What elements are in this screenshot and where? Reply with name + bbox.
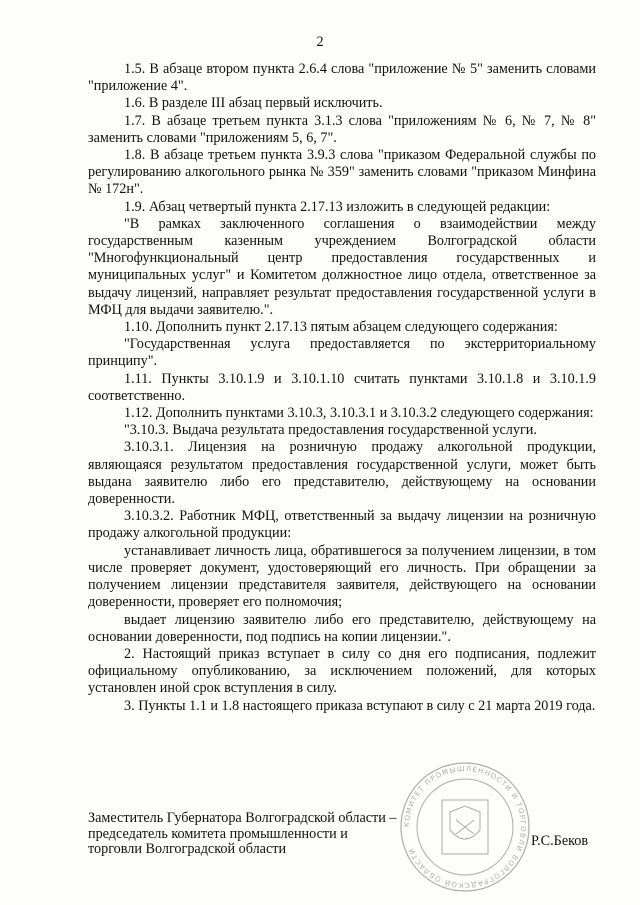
signature-position-line: председатель комитета промышленности и	[88, 825, 348, 842]
paragraph: 1.6. В разделе III абзац первый исключить.	[124, 95, 383, 112]
signatory-name: Р.С.Беков	[531, 833, 589, 849]
signature-position-line: Заместитель Губернатора Волгоградской области –	[88, 810, 397, 826]
paragraph: устанавливает личность лица, обратившегося за получением лицензии, в том числе проверяет документ, удостоверяющий его личность. При обращении за получением лицензии представителя заявителя, действующего на основании доверенности, проверяет его полномочия;	[88, 542, 596, 611]
paragraph: "Государственная услуга предоставляется по экстерриториальному принципу".	[88, 336, 596, 370]
signature-position-line: торговли Волгоградской области	[88, 841, 287, 858]
paragraph: 3. Пункты 1.1 и 1.8 настоящего приказа вступают в силу с 21 марта 2019 года.	[124, 697, 596, 714]
page-number: 2	[316, 34, 324, 50]
document-body	[88, 61, 596, 715]
paragraph: 1.12. Дополнить пунктами 3.10.3, 3.10.3.1 и 3.10.3.2 следующего содержания:	[124, 405, 594, 422]
seal-ring-text: КОМИТЕТ ПРОМЫШЛЕННОСТИ И ТОРГОВЛИ ВОЛГОГРАДСКОЙ ОБЛАСТИ	[402, 764, 528, 890]
paragraph: "В рамках заключенного соглашения о взаимодействии между государственным казенным учреждением Волгоградской области "Многофункциональный центр предоставления государственных и муниципальных услуг" и Комитетом должностное лицо отдела, ответственное за выдачу лицензий, направляет результат предоставления государственной услуги в МФЦ для выдачи заявителю.".	[88, 215, 596, 318]
paragraph: 1.5. В абзаце втором пункта 2.6.4 слова "приложение № 5" заменить словами "приложение 4".	[88, 61, 596, 95]
paragraph: выдает лицензию заявителю либо его представителю, действующему на основании доверенности, под подпись на копии лицензии.".	[88, 611, 596, 645]
paragraph: 3.10.3.1. Лицензия на розничную продажу алкогольной продукции, являющаяся результатом предоставления государственной услуги, может быть выдана заявителю либо его представителю, действующему на основании доверенности.	[88, 439, 596, 508]
paragraph: 2. Настоящий приказ вступает в силу со дня его подписания, подлежит официальному опубликованию, за исключением положений, для которых установлен иной срок вступления в силу.	[88, 645, 596, 697]
paragraph: 1.8. В абзаце третьем пункта 3.9.3 слова "приказом Федеральной службы по регулированию алкогольного рынка № 359" заменить словами "приказом Минфина № 172н".	[88, 147, 596, 198]
signature-block	[88, 811, 418, 858]
paragraph: "3.10.3. Выдача результата предоставления государственной услуги.	[124, 422, 537, 439]
paragraph: 1.11. Пункты 3.10.1.9 и 3.10.1.10 считать пунктами 3.10.1.8 и 3.10.1.9 соответственно.	[88, 370, 596, 404]
paragraph: 1.9. Абзац четвертый пункта 2.17.13 изложить в следующей редакции:	[124, 198, 551, 215]
paragraph: 1.7. В абзаце третьем пункта 3.1.3 слова "приложениям № 6, № 7, № 8" заменить словами "приложениям 5, 6, 7".	[88, 112, 596, 146]
paragraph: 1.10. Дополнить пункт 2.17.13 пятым абзацем следующего содержания:	[124, 319, 558, 336]
paragraph: 3.10.3.2. Работник МФЦ, ответственный за выдачу лицензии на розничную продажу алкогольной продукции:	[88, 508, 596, 542]
